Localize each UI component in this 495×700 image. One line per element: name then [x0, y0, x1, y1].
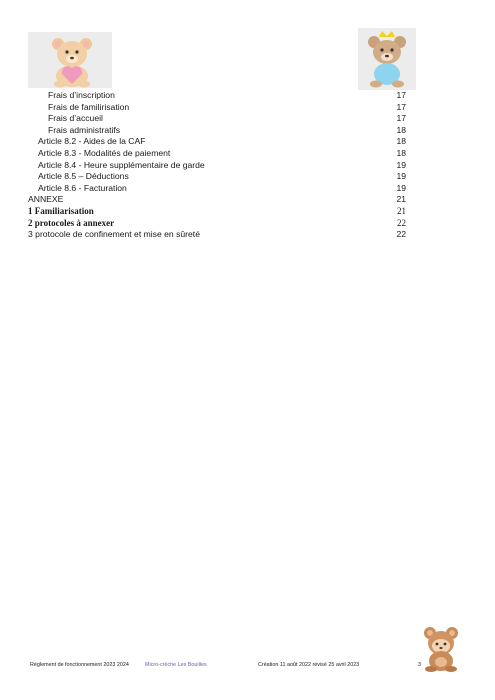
toc-entry-protocole-confinement[interactable]	[0, 228, 495, 240]
toc-entry-article-8-2[interactable]	[0, 135, 495, 147]
toc-entry-article-8-4[interactable]	[0, 159, 495, 171]
footer-organization: Micro-crèche Les Bouilles	[145, 662, 207, 668]
footer-page-number: 3	[418, 662, 421, 668]
toc-entry-title: 3 protocole de confinement et mise en sûreté	[28, 229, 200, 240]
toc-entry-article-8-3[interactable]	[0, 147, 495, 159]
toc-entry-title: ANNEXE	[28, 194, 64, 205]
toc-entry-page: 19	[396, 182, 406, 193]
toc-entry-annexe[interactable]	[0, 193, 495, 205]
toc-entry-page: 18	[396, 136, 406, 147]
toc-entry-page: 22	[396, 229, 406, 240]
toc-entry-page: 17	[396, 101, 406, 112]
toc-entry-protocoles-annexer[interactable]	[0, 217, 495, 229]
toc-entry-title: Frais d’accueil	[48, 113, 103, 124]
toc-entry-article-8-6[interactable]	[0, 182, 495, 194]
toc-entry-frais-inscription[interactable]	[0, 89, 495, 101]
toc-entry-title: Frais d’inscription	[48, 90, 115, 100]
toc-entry-page: 22	[397, 217, 406, 228]
toc-entry-title: 2 protocoles à annexer	[28, 217, 115, 228]
toc-entry-title: Article 8.5 – Déductions	[38, 171, 129, 182]
toc-entry-frais-familirisation[interactable]	[0, 101, 495, 113]
toc-entry-page: 21	[397, 206, 406, 216]
toc-entry-frais-accueil[interactable]	[0, 112, 495, 124]
footer-document-title: Règlement de fonctionnement 2023 2024	[30, 662, 129, 668]
toc-entry-title: Article 8.3 - Modalités de paiement	[38, 148, 171, 158]
toc-entry-page: 19	[396, 171, 406, 182]
teddy-bear-heart-icon	[28, 32, 112, 88]
toc-entry-frais-administratifs[interactable]	[0, 124, 495, 136]
toc-entry-title: Article 8.4 - Heure supplémentaire de garde	[38, 159, 205, 170]
toc-entry-page: 19	[396, 159, 406, 170]
toc-entry-page: 18	[396, 124, 406, 135]
toc-entry-title: Article 8.2 - Aides de la CAF	[38, 136, 146, 147]
footer-dates: Création 11 août 2022 révisé 25 avril 2023	[258, 662, 360, 668]
toc-entry-title: Frais de familirisation	[48, 101, 130, 112]
toc-entry-title: 1 Familiarisation	[28, 206, 94, 216]
toc-entry-page: 17	[396, 90, 406, 100]
toc-entry-page: 21	[396, 194, 406, 205]
teddy-bear-crown-icon	[358, 28, 416, 90]
toc-entry-familiarisation[interactable]	[0, 205, 495, 217]
teddy-bear-footer-icon	[420, 624, 462, 672]
toc-entry-page: 17	[396, 113, 406, 124]
toc-entry-title: Frais administratifs	[48, 124, 121, 135]
toc-entry-article-8-5[interactable]	[0, 170, 495, 182]
toc-entry-title: Article 8.6 - Facturation	[38, 182, 127, 193]
toc-entry-page: 18	[396, 148, 406, 158]
